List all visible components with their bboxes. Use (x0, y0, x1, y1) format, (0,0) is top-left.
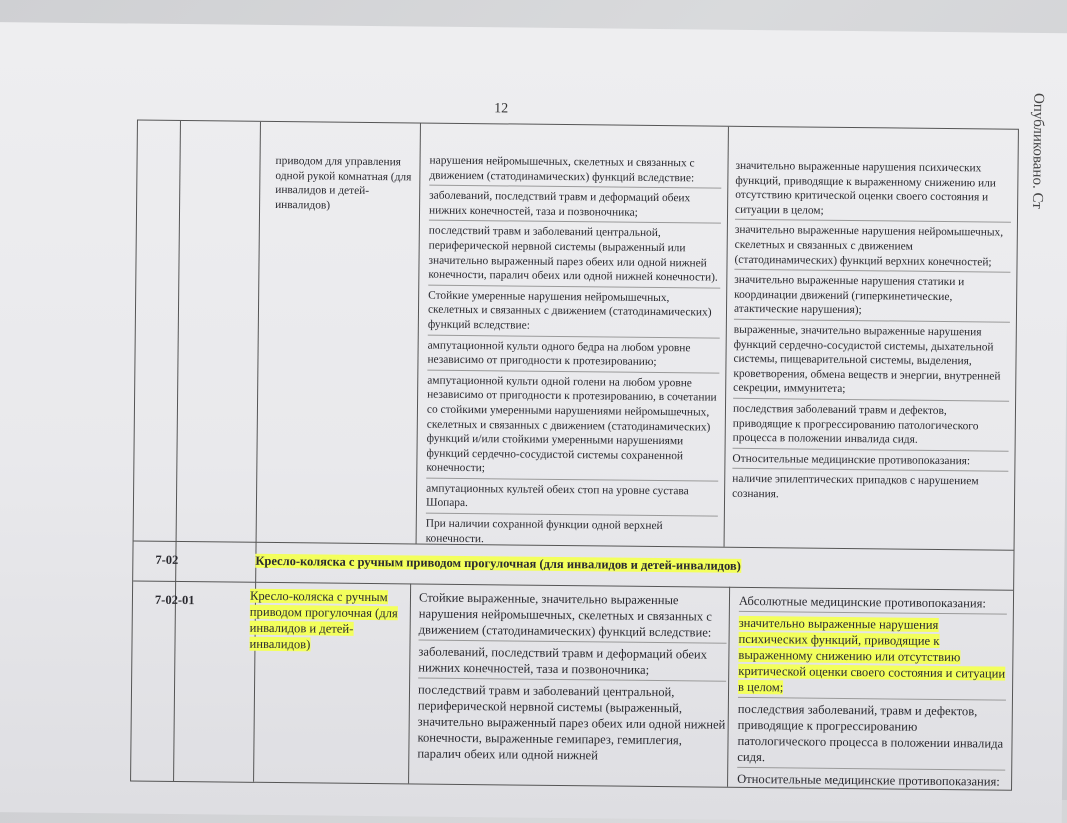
side-stamp: Опубликовано. Ст (1029, 92, 1047, 209)
col-divider (253, 122, 261, 782)
indication-text: нарушения нейромышечных, скелетных и связанных с движением (статодинамических) функций вследствие: (429, 154, 721, 189)
indications-cont (425, 154, 721, 554)
item-code: 7-02-01 (154, 592, 195, 608)
contra-text: последствия заболеваний, травм и дефектов, приводящие к прогрессированию патологического процесса в положении инвалида сидя. (737, 701, 1006, 771)
contra-text: значительно выраженные нарушения психических функций, приводящие к выраженному снижению или отсутствию критической оценки своего состояния и ситуации в целом; (738, 615, 1007, 701)
page-number: 12 (494, 101, 509, 117)
col-divider (727, 587, 730, 787)
section-title: Кресло-коляска с ручным приводом прогулочная (для инвалидов и детей-инвалидов) (255, 553, 741, 573)
indication-text: заболеваний, последствий травм и деформаций обеих нижних конечностей, таза и позвоночника; (429, 189, 721, 224)
item-name: Кресло-коляска с ручным приводом прогулочная (для инвалидов и детей-инвалидов) (249, 588, 398, 652)
indication-text: При наличии сохранной функции одной верхней конечности. (425, 517, 663, 545)
section-code: 7-02 (155, 552, 179, 568)
indication-text: заболеваний, последствий травм и деформаций обеих нижних конечностей, таза и позвоночника; (418, 644, 726, 682)
indication-text: Стойкие умеренные нарушения нейромышечных, скелетных и связанных с движением (статодинамических) функций вследствие: (428, 288, 720, 338)
contra-text: Относительные медицинские противопоказания: (732, 451, 1008, 471)
table (130, 120, 1019, 791)
indications (417, 590, 727, 770)
indication-text: последствий травм и заболеваний центральной, периферической нервной системы (выраженный, значительно выраженный парез обеих или одной нижней конечности, выраженные гемипарез, гемиплегия, паралич обеих или одной нижней (417, 682, 726, 763)
col-divider (173, 121, 181, 781)
contra-text: значительно выраженные нарушения статики и координации движений (гиперкинетические, атактические нарушения); (734, 273, 1010, 323)
contraindications (737, 593, 1007, 795)
contra-text: значительно выраженные нарушения нейромышечных, скелетных и связанных с движением (статодинамических) функций верхних конечностей; (734, 223, 1010, 273)
item-name-cont: приводом для управления одной рукой комнатная (для инвалидов и детей-инвалидов) (275, 154, 412, 212)
contra-heading: Абсолютные медицинские противопоказания: (739, 593, 1007, 615)
indication-text: Стойкие выраженные, значительно выраженные нарушения нейромышечных, скелетных и связанных с движением (статодинамических) функций вследствие: (419, 590, 728, 644)
contra-text: наличие эпилептических припадков с нарушением сознания. (732, 473, 979, 501)
document-sheet (0, 22, 1067, 823)
col-divider (416, 124, 421, 544)
indication-text: ампутационной культи одного бедра на любом уровне независимо от пригодности к протезированию; (427, 338, 719, 373)
contra-text: последствия заболеваний травм и дефектов, приводящие к прогрессированию патологического процесса в положении инвалида сидя. (733, 402, 1009, 452)
indication-text: последствий травм и заболеваний центральной, периферической нервной системы (выраженный или значительно выраженный парез обеих или одной нижней конечности, паралич обеих или одной нижней конечности). (428, 224, 721, 288)
indication-text: ампутационной культи одной голени на любом уровне независимо от пригодности к протезированию, в сочетании со стойкими умеренными нарушениями нейромышечных, скелетных и связанных с движением (статодинамических) функций и/или стойкими умеренными нарушениями функций сердечно-сосудистой системы сохраненной конечности; (426, 373, 719, 481)
contra-text: выраженные, значительно выраженные нарушения функций сердечно-сосудистой системы, дыхательной системы, пищеварительной системы, выделения, кроветворения, обмена веществ и энергии, внутренней секреции, иммунитета; (733, 323, 1010, 402)
contra-text: значительно выраженные нарушения психических функций, приводящие к выраженному снижению или отсутствию критической оценки своего состояния и ситуации в целом; (735, 159, 1012, 223)
contraindications-cont (732, 159, 1012, 509)
contra-heading: Относительные медицинские противопоказания: (737, 771, 1000, 789)
indication-text: ампутационных культей обеих стоп на уровне сустава Шопара. (426, 481, 718, 516)
col-divider (724, 127, 729, 547)
